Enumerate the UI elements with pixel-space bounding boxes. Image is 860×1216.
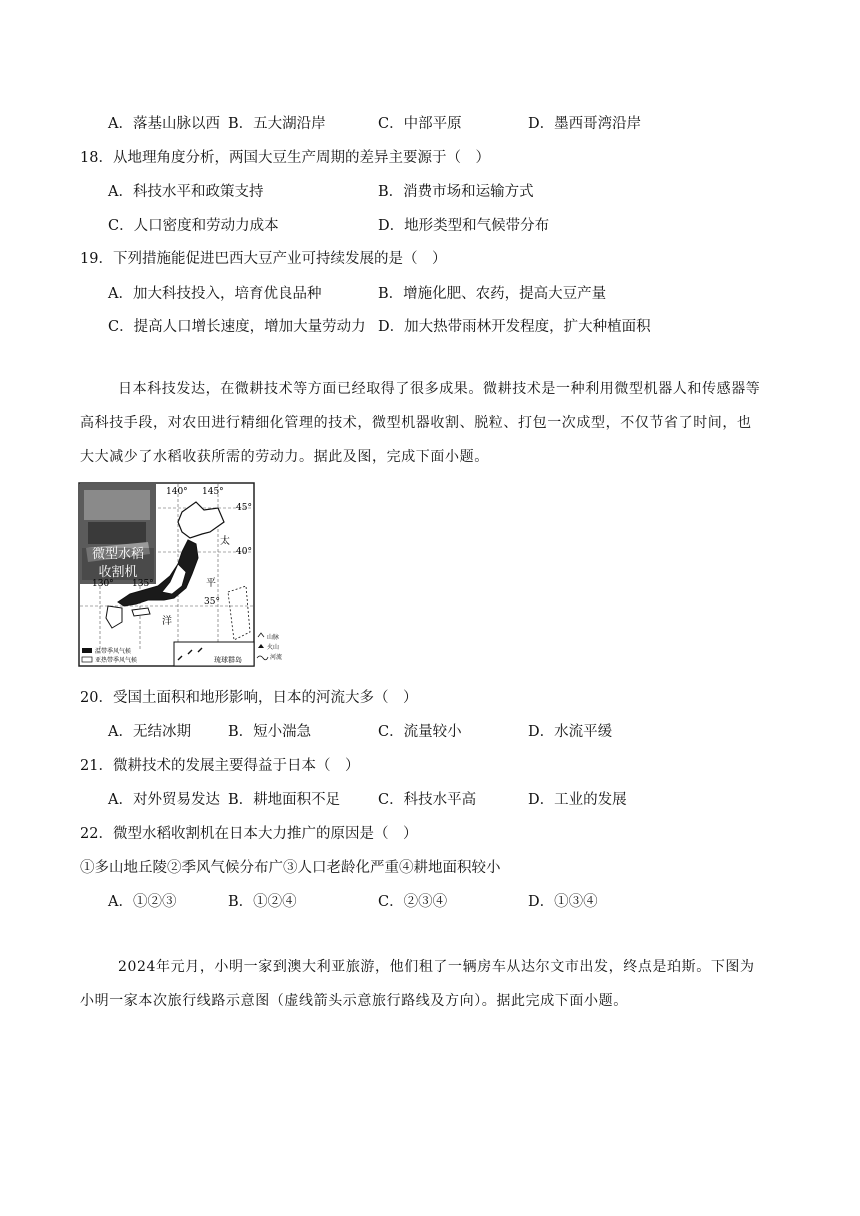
legend-subtropical: 亚热带季风气候 <box>95 657 138 664</box>
legend-river: 河流 <box>270 654 283 661</box>
q19-stem: 19．下列措施能促进巴西大豆产业可持续发展的是（ ） <box>80 251 447 267</box>
passage-line: 日本科技发达，在微耕技术等方面已经取得了很多成果。微耕技术是一种利用微型机器人和传感器等 <box>118 381 761 397</box>
q21-stem: 21．微耕技术的发展主要得益于日本（ ） <box>80 758 360 774</box>
q22-option-d[interactable]: D．①③④ <box>528 894 598 910</box>
legend-swatch-temperate <box>82 648 92 653</box>
river-icon <box>257 656 268 660</box>
legend-temperate: 温带季风气候 <box>95 648 132 655</box>
japan-passage <box>80 372 784 474</box>
q21-option-a[interactable]: A．对外贸易发达 <box>108 792 220 808</box>
q17-option-d[interactable]: D．墨西哥湾沿岸 <box>528 116 642 132</box>
shikoku <box>132 608 150 616</box>
lon-label-145: 145° <box>202 487 224 497</box>
passage-line: 2024年元月，小明一家到澳大利亚旅游，他们租了一辆房车从达尔文市出发，终点是珀斯。下图为 <box>118 959 755 975</box>
lon-label-135: 135° <box>132 579 154 589</box>
ocean-char-2: 平 <box>206 578 216 589</box>
lat-label-45: 45° <box>236 503 252 513</box>
q20-option-c[interactable]: C．流量较小 <box>378 724 462 740</box>
passage-line: 高科技手段，对农田进行精细化管理的技术，微型机器收割、脱粒、打包一次成型，不仅节省了时间，也 <box>80 415 752 431</box>
q22-option-b[interactable]: B．①②④ <box>228 894 297 910</box>
legend-volcano: 火山 <box>267 644 280 651</box>
q20-option-b[interactable]: B．短小湍急 <box>228 724 312 740</box>
japan-map <box>78 482 296 668</box>
passage-line: 小明一家本次旅行线路示意图（虚线箭头示意旅行路线及方向）。据此完成下面小题。 <box>80 993 628 1009</box>
ryukyu-label: 琉球群岛 <box>214 656 242 664</box>
q20-option-d[interactable]: D．水流平缓 <box>528 724 613 740</box>
q18-option-c[interactable]: C．人口密度和劳动力成本 <box>108 218 279 234</box>
lon-label-140: 140° <box>166 487 188 497</box>
q22-option-c[interactable]: C．②③④ <box>378 894 448 910</box>
lat-label-40: 40° <box>236 547 252 557</box>
q17-option-b[interactable]: B．五大湖沿岸 <box>228 116 326 132</box>
q17-option-a[interactable]: A．落基山脉以西 <box>108 116 220 132</box>
q18-option-b[interactable]: B．消费市场和运输方式 <box>378 184 534 200</box>
q18-option-a[interactable]: A．科技水平和政策支持 <box>108 184 264 200</box>
q22-stem: 22．微型水稻收割机在日本大力推广的原因是（ ） <box>80 826 418 842</box>
photo-caption-2: 收割机 <box>98 565 138 580</box>
q19-option-c[interactable]: C．提高人口增长速度，增加大量劳动力 <box>108 319 366 335</box>
mountain-icon <box>258 633 264 637</box>
q21-option-c[interactable]: C．科技水平高 <box>378 792 477 808</box>
q18-stem: 18．从地理角度分析，两国大豆生产周期的差异主要源于（ ） <box>80 150 490 166</box>
ocean-char-1: 太 <box>220 536 230 547</box>
q20-stem: 20．受国土面积和地形影响，日本的河流大多（ ） <box>80 690 418 706</box>
q22-option-a[interactable]: A．①②③ <box>108 894 177 910</box>
passage-line: 大大减少了水稻收获所需的劳动力。据此及图，完成下面小题。 <box>80 449 489 465</box>
japan-map-figure <box>78 482 296 668</box>
q18-option-d[interactable]: D．地形类型和气候带分布 <box>378 218 550 234</box>
legend-swatch-subtropical <box>82 657 92 662</box>
lat-label-35: 35° <box>204 597 220 607</box>
legend-mountain: 山脉 <box>267 634 280 641</box>
q17-option-c[interactable]: C．中部平原 <box>378 116 462 132</box>
q19-option-a[interactable]: A．加大科技投入，培育优良品种 <box>108 286 322 302</box>
photo-caption-1: 微型水稻 <box>91 547 145 562</box>
q19-option-b[interactable]: B．增施化肥、农药，提高大豆产量 <box>378 286 607 302</box>
q21-option-b[interactable]: B．耕地面积不足 <box>228 792 341 808</box>
q20-option-a[interactable]: A．无结冰期 <box>108 724 191 740</box>
lon-label-130: 130° <box>92 579 114 589</box>
australia-passage <box>80 950 784 1018</box>
q19-option-d[interactable]: D．加大热带雨林开发程度，扩大种植面积 <box>378 319 651 335</box>
ocean-char-3: 洋 <box>162 616 172 627</box>
q21-option-d[interactable]: D．工业的发展 <box>528 792 627 808</box>
volcano-icon <box>258 644 264 648</box>
q22-statement: ①多山地丘陵②季风气候分布广③人口老龄化严重④耕地面积较小 <box>80 860 501 876</box>
